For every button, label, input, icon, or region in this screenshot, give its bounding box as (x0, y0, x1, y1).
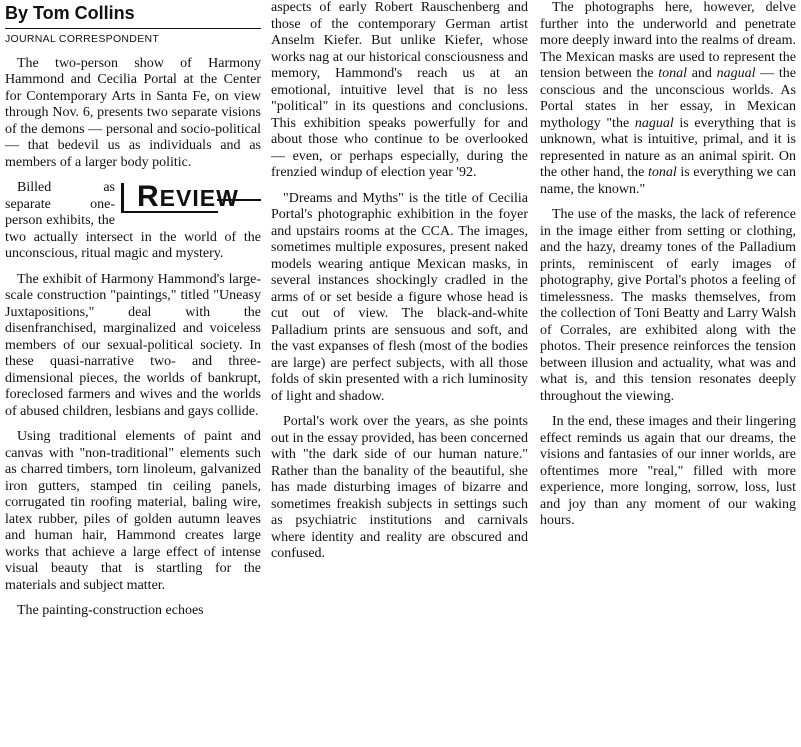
text-run: — the conscious and the unconscious worlds. As Portal states in her essay, in Mexican mythology "the (540, 66, 796, 131)
paragraph: The painting-construction echoes (17, 603, 204, 618)
italic-term: tonal (647, 165, 677, 180)
paragraph: The two-person show of Harmony Hammond and Cecilia Portal at the Center for Contemporary Arts in Santa Fe, on view through Nov. 6, presents two separate visions of the demons — personal and socio-political — that bedevil us as individuals and as members of a larger body politic. (5, 55, 261, 170)
text-run: and (687, 66, 717, 81)
text-run: is everything that is unknown, what is intuitive, primal, and it is represented in nature as an animal spirit. On the other hand, the (540, 115, 796, 180)
paragraph-text: Billed as separate one-person exhibits, the two actually intersect in the world of the unconscious, ritual magic and mystery. (5, 180, 261, 261)
article-column-2 (271, 0, 528, 572)
review-label (125, 180, 239, 213)
article-column-3 (540, 0, 796, 539)
text-run: is everything we can name, the known." (540, 165, 796, 197)
byline-rule (5, 28, 261, 29)
paragraph-with-review-badge (5, 180, 261, 263)
text-run: The photographs here, however, delve further into the underworld and penetrate more deeply inward into the realms of dream. The Mexican masks are used to represent the tension between the (540, 0, 796, 81)
italic-term: tonal (658, 66, 688, 81)
italic-term: nagual (716, 66, 756, 81)
review-rest: EVIEW (159, 185, 239, 211)
review-badge (121, 180, 261, 213)
paragraph: Portal's work over the years, as she points out in the essay provided, has been concerned with "the dark side of our human nature." Rather than the banality of the beautiful, she has made disturbing images of bizarre and sometimes freakish subjects in settings such as psychiatric institutions and carnivals where identity and reality are obscured and confused. (271, 414, 528, 561)
paragraph: In the end, these images and their lingering effect reminds us again that our dreams, the visions and fantasies of our inner worlds, are oftentimes more "real," filled with more experience, more longing, sorrow, loss, lust and joy than any moment of our waking hours. (540, 414, 796, 528)
italic-term: nagual (634, 115, 674, 131)
paragraph (540, 0, 796, 198)
byline: By Tom Collins (5, 3, 135, 23)
article-column-1 (5, 0, 261, 629)
paragraph: The use of the masks, the lack of reference in the image either from setting or clothing, and the hazy, dreamy tones of the Palladium prints, reminiscent of early images of photography, give Portal's photos a feeling of timelessness. The masks themselves, from the collection of Toni Beatty and Larry Walsh of Corrales, are exhibited along with the photos. Their presence reinforces the tension between illusion and actuality, what was and what is, and this tension resonates deeply throughout the viewing. (540, 207, 796, 404)
paragraph: Using traditional elements of paint and canvas with "non-traditional" elements such as charred timbers, torn linoleum, galvanized iron gutters, stamped tin ceiling panels, corrugated tin roofing material, baling wire, latex rubber, piles of golden autumn leaves and human hair, Hammond creates large works that achieve a large effect of intense visual beauty that is startling for the materials and subject matter. (5, 429, 261, 593)
review-initial: R (137, 180, 160, 213)
author-credit: JOURNAL CORRESPONDENT (5, 33, 160, 45)
paragraph: "Dreams and Myths" is the title of Cecilia Portal's photographic exhibition in the foyer and upstairs rooms at the CCA. The images, sometimes multiple exposures, present naked models wearing antique Mexican masks, in several instances shockingly cradled in the arms of or set beside a figure whose head is cut out of view. The black-and-white Palladium prints are sensuous and soft, and the vast expanses of flesh (most of the bodies are large) are perfect subjects, with all those folds of skin presented with a rich luminosity of light and shadow. (271, 190, 528, 404)
paragraph: The exhibit of Harmony Hammond's large-scale construction "paintings," titled "Uneasy Juxtapositions," deal with the disenfranchised, marginalized and voiceless members of our sexual-political society. In these quasi-narrative two- and three-dimensional pieces, the worlds of bankrupt, foreclosed farmers and wives and the worlds of abused children, lesbians and gays collide. (5, 271, 261, 419)
review-badge-rule (217, 199, 261, 201)
paragraph: aspects of early Robert Rauschenberg and those of the contemporary German artist Anselm Kiefer. But unlike Kiefer, whose works nag at our historical consciousness and memory, Hammond's reach us at an emotional, intuitive level that is no less "political" in its questions and conclusions. This exhibition speaks powerfully for and about those who continue to be overlooked — even, or perhaps especially, during the frenzied windup of election year '92. (271, 0, 528, 180)
